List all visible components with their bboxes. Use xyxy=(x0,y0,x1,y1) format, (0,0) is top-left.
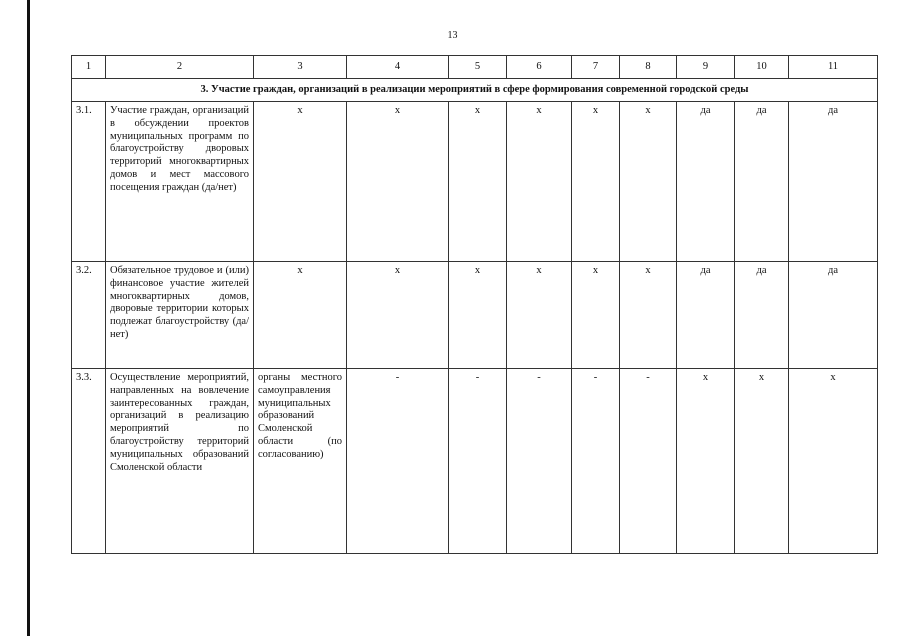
value-cell: да xyxy=(735,102,789,262)
row-number: 3.2. xyxy=(72,262,106,369)
row-responsible: х xyxy=(254,102,347,262)
value-cell: х xyxy=(347,102,449,262)
header-cell: 8 xyxy=(620,56,677,79)
row-number: 3.1. xyxy=(72,102,106,262)
value-cell: х xyxy=(449,102,507,262)
header-cell: 10 xyxy=(735,56,789,79)
value-cell: х xyxy=(572,102,620,262)
value-cell: х xyxy=(620,102,677,262)
value-cell: х xyxy=(620,262,677,369)
data-table xyxy=(71,55,878,554)
value-cell: х xyxy=(449,262,507,369)
value-cell: х xyxy=(572,262,620,369)
value-cell: - xyxy=(507,369,572,554)
value-cell: да xyxy=(789,102,878,262)
row-description: Обязательное трудовое и (или) финансовое участие жителей многоквартирных домов, дворовые территории которых подлежат благоустройству (да/нет) xyxy=(106,262,254,369)
table-row xyxy=(72,102,878,262)
value-cell: - xyxy=(620,369,677,554)
value-cell: - xyxy=(449,369,507,554)
row-responsible: х xyxy=(254,262,347,369)
row-responsible: органы местного самоуправления муниципальных образований Смоленской области (по согласованию) xyxy=(254,369,347,554)
header-cell: 1 xyxy=(72,56,106,79)
value-cell: х xyxy=(677,369,735,554)
binding-line xyxy=(27,0,30,636)
value-cell: х xyxy=(347,262,449,369)
header-cell: 7 xyxy=(572,56,620,79)
value-cell: - xyxy=(572,369,620,554)
value-cell: да xyxy=(789,262,878,369)
table-row xyxy=(72,262,878,369)
value-cell: да xyxy=(677,102,735,262)
value-cell: х xyxy=(735,369,789,554)
header-cell: 11 xyxy=(789,56,878,79)
header-cell: 3 xyxy=(254,56,347,79)
header-cell: 9 xyxy=(677,56,735,79)
row-description: Осуществление мероприятий, направленных на вовлечение заинтересованных граждан, организаций в реализацию мероприятий по благоустройству территорий муниципальных образований Смоленской области xyxy=(106,369,254,554)
page-number: 13 xyxy=(447,30,458,41)
value-cell: да xyxy=(677,262,735,369)
row-number: 3.3. xyxy=(72,369,106,554)
header-cell: 5 xyxy=(449,56,507,79)
header-cell: 4 xyxy=(347,56,449,79)
section-row xyxy=(72,79,878,102)
section-title: 3. Участие граждан, организаций в реализации мероприятий в сфере формирования современной городской среды xyxy=(72,79,878,102)
header-row xyxy=(72,56,878,79)
row-description: Участие граждан, организаций в обсуждении проектов муниципальных программ по благоустройству дворовых территорий многоквартирных домов и мест массового посещения граждан (да/нет) xyxy=(106,102,254,262)
value-cell: х xyxy=(507,262,572,369)
table-row xyxy=(72,369,878,554)
value-cell: да xyxy=(735,262,789,369)
value-cell: х xyxy=(789,369,878,554)
header-cell: 2 xyxy=(106,56,254,79)
header-cell: 6 xyxy=(507,56,572,79)
value-cell: - xyxy=(347,369,449,554)
value-cell: х xyxy=(507,102,572,262)
